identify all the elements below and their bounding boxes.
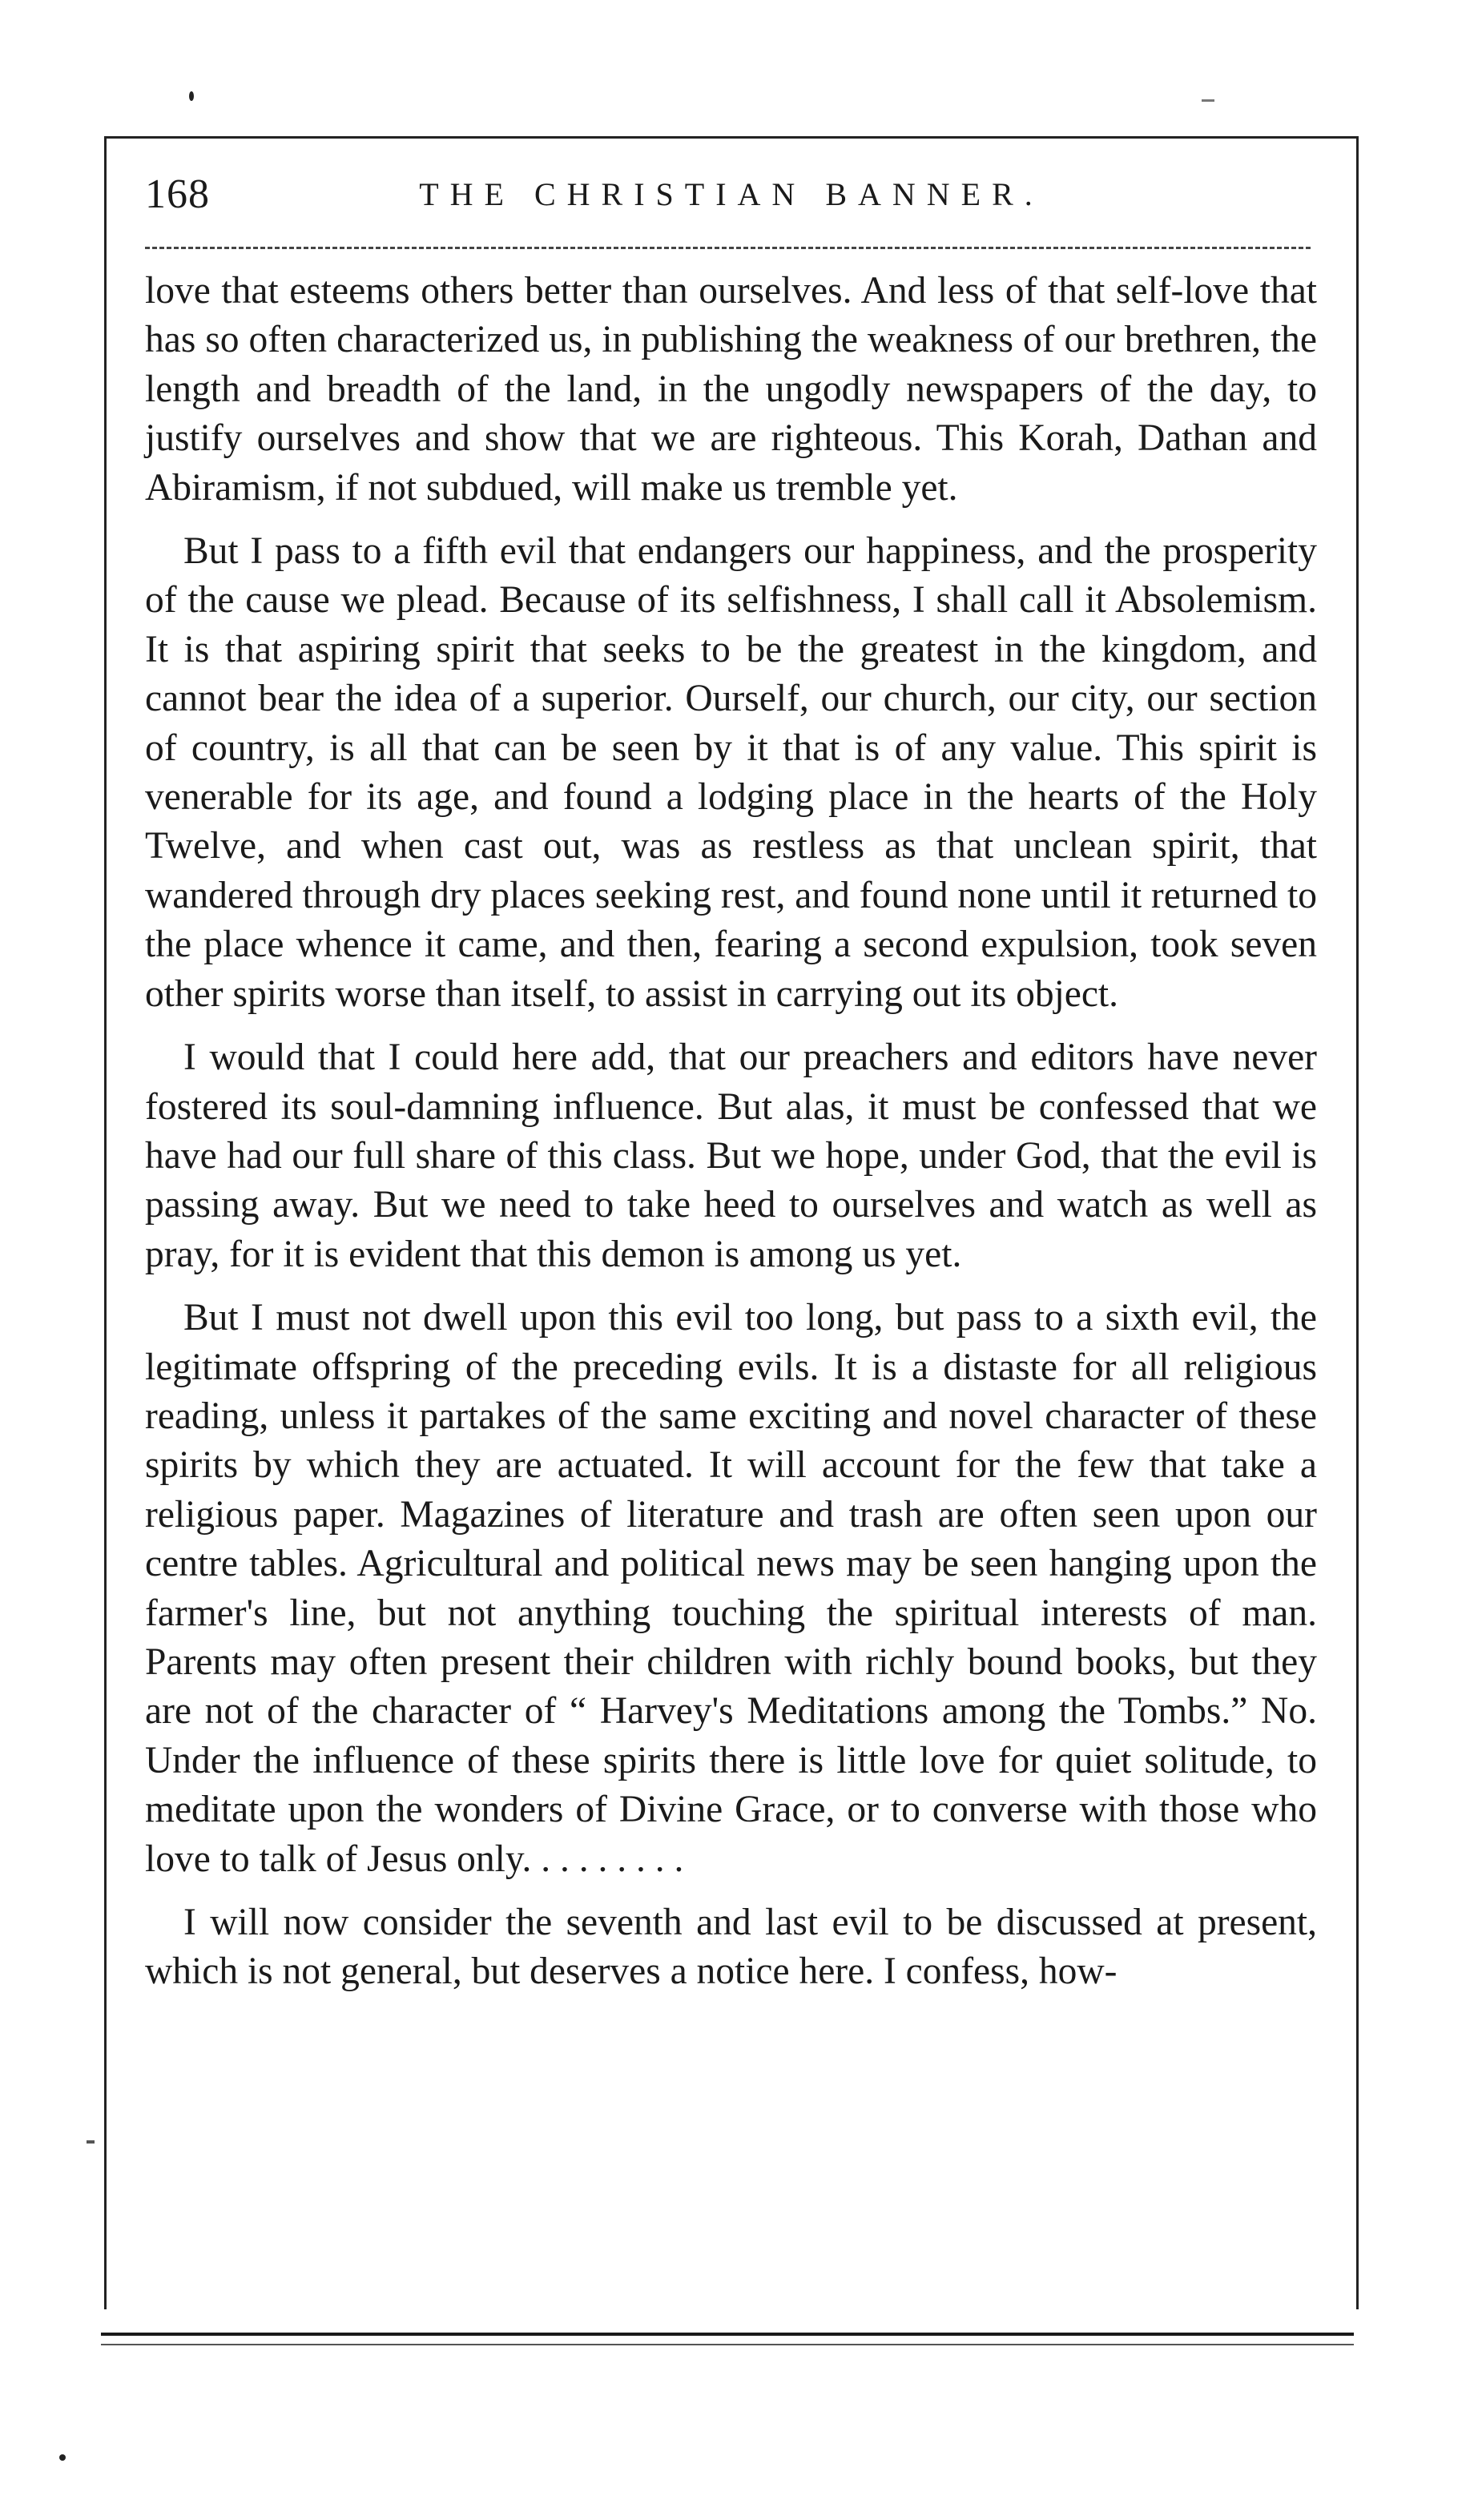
- page-header: [107, 171, 1356, 219]
- running-head: THE CHRISTIAN BANNER.: [419, 176, 1044, 212]
- page-frame-bottom-rule: [101, 2333, 1354, 2336]
- page-number: 168: [145, 171, 210, 217]
- page-frame-bottom-rule-thin: [101, 2344, 1354, 2345]
- paragraph-4: But I must not dwell upon this evil too long, but pass to a sixth evil, the legitimate offspring of the preceding evils. It is a distaste for all religious reading, unless it partakes of the same exciting and novel character of these spirits by which they are actuated. It will account for the few that take a religious paper. Magazines of literature and trash are often seen upon our centre tables. Agricultural and political news may be seen hanging upon the farmer's line, but not anything touching the spiritual interests of man. Parents may often present their children with richly bound books, but they are not of the character of “ Harvey's Meditations among the Tombs.” No. Under the influence of these spirits there is little love for quiet solitude, to meditate upon the wonders of Divine Grace, or to converse with those who love to talk of Jesus only. . . . . . . . .: [145, 1297, 1317, 1880]
- stray-mark-bottom-left: [59, 2454, 66, 2461]
- paragraph-1: love that esteems others better than ourselves. And less of that self-love that has so often characterized us, in publishing the weakness of our brethren, the length and breadth of the land, in the ungodly newspapers of the day, to justify ourselves and show that we are righteous. This Korah, Dathan and Abiramism, if not subdued, will make us tremble yet.: [145, 270, 1317, 509]
- stray-mark-top-right: [1202, 99, 1214, 102]
- header-rule: [145, 247, 1311, 249]
- paragraph-5: I will now consider the seventh and last evil to be discussed at present, which is not general, but deserves a notice here. I confess, how-: [145, 1902, 1317, 1993]
- paragraph-2: But I pass to a fifth evil that endangers our happiness, and the prosperity of the cause we plead. Because of its selfishness, I shall call it Absolemism. It is that aspiring spirit that seeks to be the greatest in the kingdom, and cannot bear the idea of a superior. Ourself, our church, our city, our section of country, is all that can be seen by it that is of any value. This spirit is venerable for its age, and found a lodging place in the hearts of the Holy Twelve, and when cast out, was as restless as that unclean spirit, that wandered through dry places seeking rest, and found none until it returned to the place whence it came, and then, fearing a second expulsion, took seven other spirits worse than itself, to assist in carrying out its object.: [145, 530, 1317, 1015]
- body-text: [145, 267, 1317, 1997]
- paragraph-3: I would that I could here add, that our preachers and editors have never fostered its soul-damning influence. But alas, it must be confessed that we have had our full share of this class. But we hope, under God, that the evil is passing away. But we need to take heed to ourselves and watch as well as pray, for it is evident that this demon is among us yet.: [145, 1037, 1317, 1275]
- stray-mark-left-margin: [87, 2140, 95, 2144]
- page-frame: [104, 136, 1359, 2309]
- stray-mark-top: [189, 91, 194, 101]
